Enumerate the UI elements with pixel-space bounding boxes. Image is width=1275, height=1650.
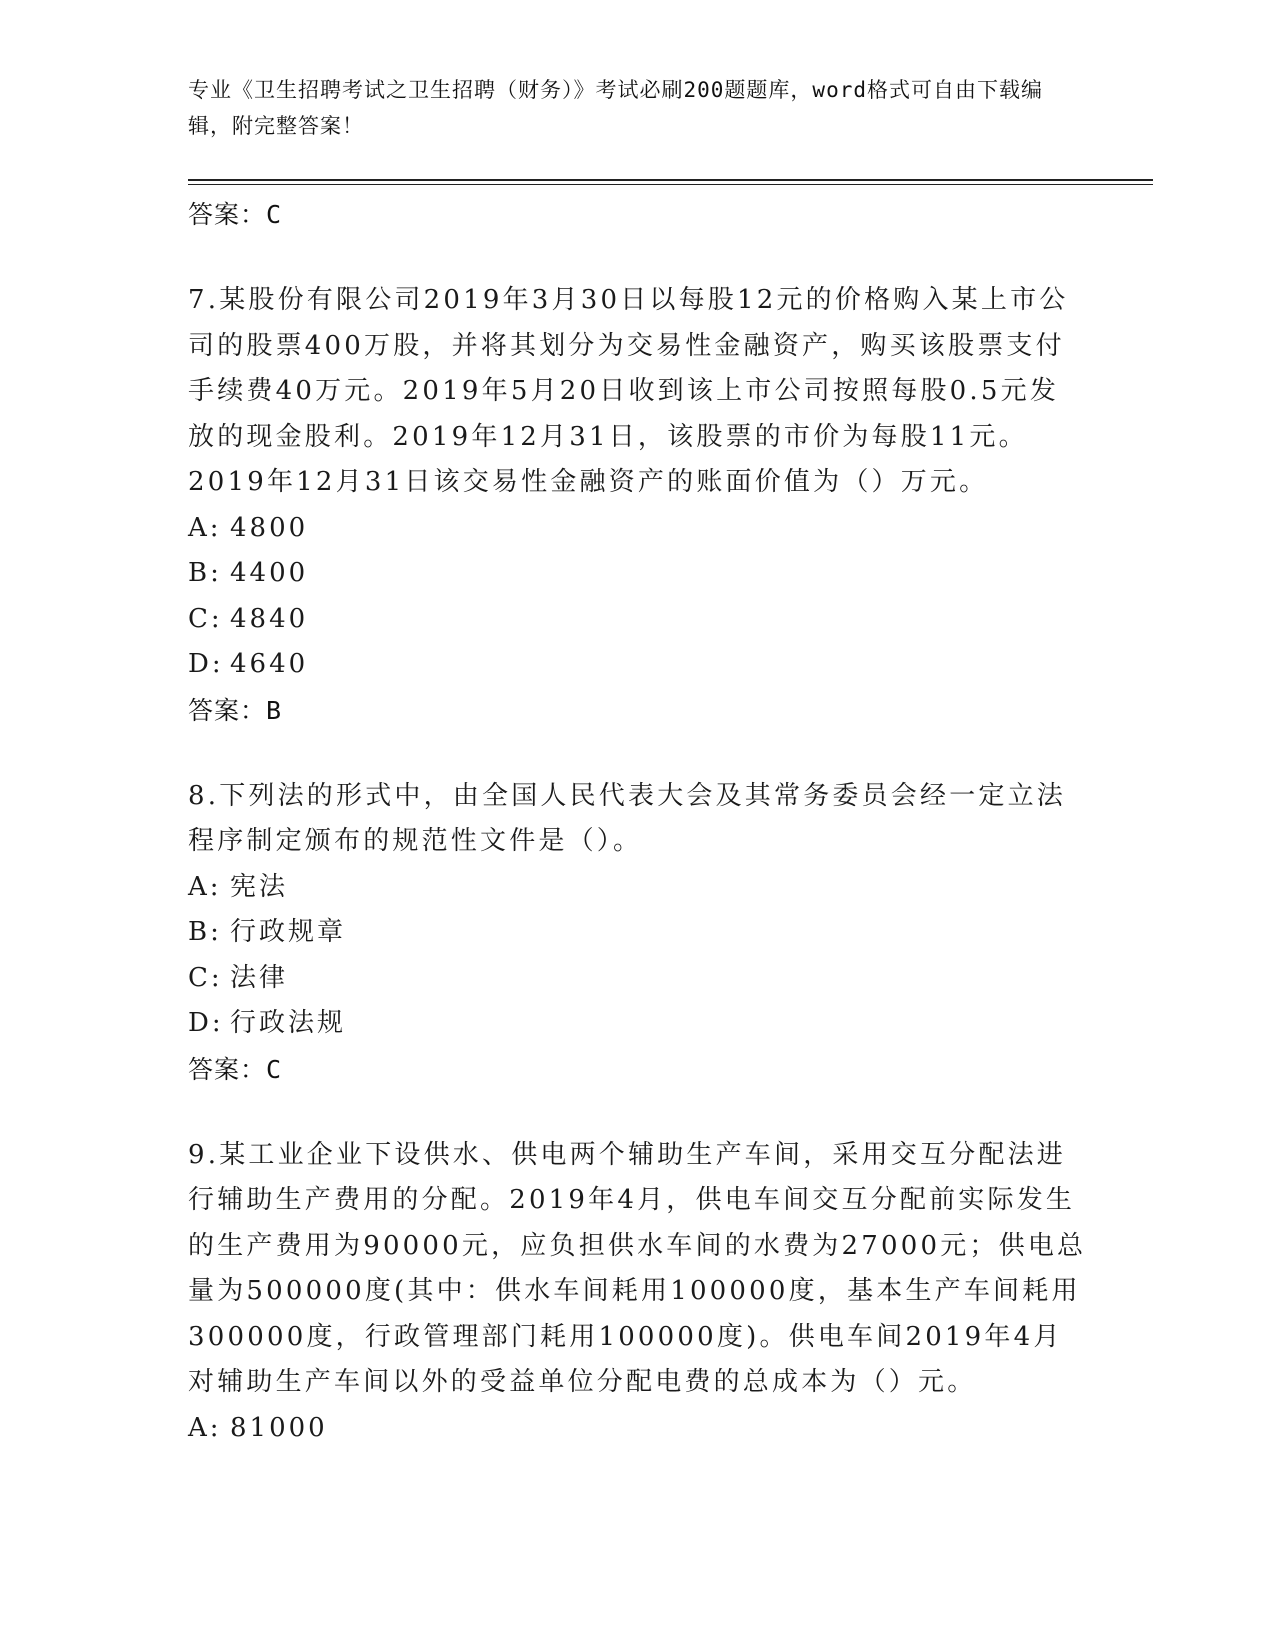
question-block-7 bbox=[188, 278, 1088, 728]
option-text: 4640 bbox=[230, 649, 309, 679]
question-list bbox=[188, 192, 1088, 1451]
question-8-option-a bbox=[188, 865, 1088, 911]
question-8-option-c bbox=[188, 956, 1088, 1002]
option-text: 4840 bbox=[230, 603, 309, 634]
answer-7: 答案：B bbox=[188, 695, 283, 725]
answer-8: 答案：C bbox=[188, 1054, 283, 1084]
option-text: 4400 bbox=[230, 558, 309, 588]
option-key: D: bbox=[188, 1008, 224, 1038]
option-key: B: bbox=[188, 917, 222, 947]
document-header: 专业《卫生招聘考试之卫生招聘（财务）》考试必刷200题题库，word格式可自由下载编辑，附完整答案！ bbox=[188, 78, 1043, 138]
question-8-option-b bbox=[188, 910, 1088, 956]
header-divider-thick bbox=[188, 179, 1153, 181]
option-key: C: bbox=[188, 603, 223, 634]
option-key: A: bbox=[188, 512, 222, 543]
option-text: 宪法 bbox=[230, 871, 289, 902]
option-key: D: bbox=[188, 649, 224, 679]
question-8-option-d bbox=[188, 1001, 1088, 1047]
option-key: C: bbox=[188, 962, 223, 993]
option-text: 81000 bbox=[230, 1412, 328, 1443]
option-key: A: bbox=[188, 1412, 222, 1443]
option-key: B: bbox=[188, 558, 222, 588]
option-key: A: bbox=[188, 871, 222, 902]
header-divider-thin bbox=[188, 184, 1153, 185]
option-text: 4800 bbox=[230, 512, 309, 543]
option-text: 行政法规 bbox=[230, 1008, 347, 1038]
question-7-option-a bbox=[188, 506, 1088, 552]
question-9-text: 9.某工业企业下设供水、供电两个辅助生产车间，采用交互分配法进行辅助生产费用的分配。2019年4月，供电车间交互分配前实际发生的生产费用为90000元，应负担供水车间的水费为27000元；供电总量为500000度(其中：供水车间耗用100000度，基本生产车间耗用300000度，行政管理部门耗用100000度)。供电车间2019年4月对辅助生产车间以外的受益单位分配电费的总成本为（）元。 bbox=[188, 1139, 1087, 1397]
option-text: 行政规章 bbox=[230, 917, 347, 947]
question-7-option-b bbox=[188, 551, 1088, 597]
question-8-text: 8.下列法的形式中，由全国人民代表大会及其常务委员会经一定立法程序制定颁布的规范性文件是（）。 bbox=[188, 780, 1067, 856]
answer-6: 答案：C bbox=[188, 200, 283, 229]
question-block-8 bbox=[188, 774, 1088, 1087]
question-7-option-c bbox=[188, 597, 1088, 643]
option-text: 法律 bbox=[230, 962, 289, 993]
question-7-text: 7.某股份有限公司2019年3月30日以每股12元的价格购入某上市公司的股票400万股，并将其划分为交易性金融资产，购买该股票支付手续费40万元。2019年5月20日收到该上市公司按照每股0.5元发放的现金股利。2019年12月31日，该股票的市价为每股11元。2019年12月31日该交易性金融资产的账面价值为（）万元。 bbox=[188, 285, 1069, 497]
question-7-option-d bbox=[188, 642, 1088, 688]
question-9-option-a bbox=[188, 1406, 1088, 1452]
question-block-9 bbox=[188, 1133, 1088, 1452]
